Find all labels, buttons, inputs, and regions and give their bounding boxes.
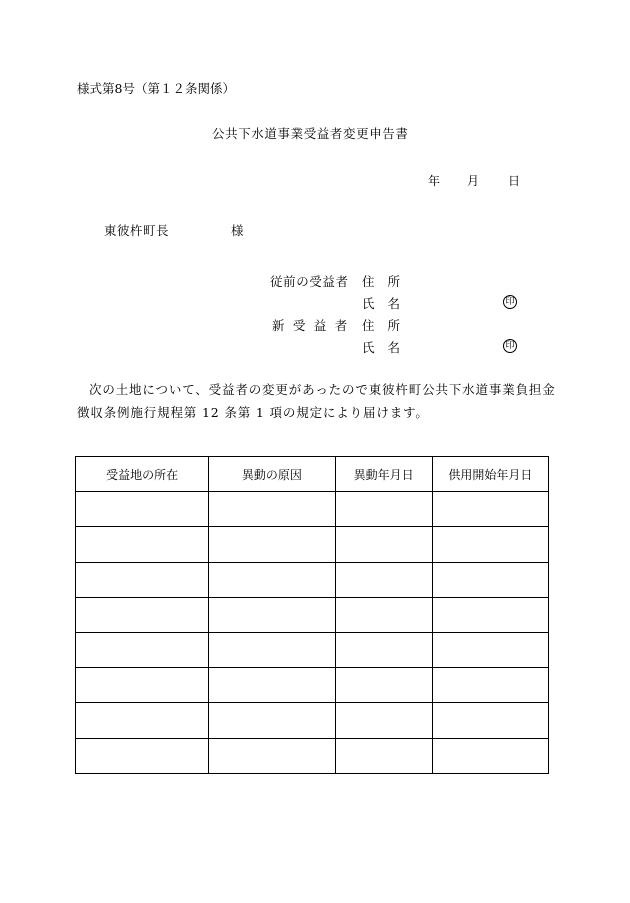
header-service-start-date: 供用開始年月日 (432, 457, 548, 492)
new-name-label: 氏名 (362, 340, 414, 355)
cell-land-location[interactable] (76, 703, 209, 738)
cell-change-cause[interactable] (209, 562, 335, 597)
cell-service-start-date[interactable] (432, 703, 548, 738)
cell-land-location[interactable] (76, 597, 209, 632)
cell-change-cause[interactable] (209, 738, 335, 773)
cell-change-cause[interactable] (209, 632, 335, 667)
document-title: 公共下水道事業受益者変更申告書 (212, 126, 409, 141)
table-row (76, 562, 549, 597)
cell-change-cause[interactable] (209, 668, 335, 703)
table-row (76, 632, 549, 667)
cell-land-location[interactable] (76, 632, 209, 667)
date-year-label: 年 (428, 174, 441, 188)
previous-beneficiary-label: 従前の受益者 (270, 274, 349, 289)
cell-service-start-date[interactable] (432, 668, 548, 703)
table-row (76, 703, 549, 738)
cell-change-cause[interactable] (209, 703, 335, 738)
date-day-label: 日 (508, 174, 521, 188)
table-row (76, 492, 549, 527)
cell-land-location[interactable] (76, 738, 209, 773)
cell-change-date[interactable] (335, 703, 432, 738)
cell-change-date[interactable] (335, 527, 432, 562)
new-seal-mark: 印 (503, 339, 517, 353)
cell-change-date[interactable] (335, 668, 432, 703)
cell-land-location[interactable] (76, 527, 209, 562)
change-report-table (75, 456, 549, 774)
table-body (76, 492, 549, 774)
cell-service-start-date[interactable] (432, 562, 548, 597)
header-land-location: 受益地の所在 (76, 457, 209, 492)
table-header-row (76, 457, 549, 492)
cell-change-cause[interactable] (209, 597, 335, 632)
table-row (76, 738, 549, 773)
previous-name-label: 氏名 (362, 296, 414, 311)
cell-change-date[interactable] (335, 738, 432, 773)
cell-service-start-date[interactable] (432, 632, 548, 667)
table-row (76, 527, 549, 562)
table-row (76, 597, 549, 632)
form-number: 様式第8号（第１２条関係） (77, 81, 235, 96)
new-beneficiary-label: 新受益者 (272, 318, 356, 333)
cell-change-date[interactable] (335, 562, 432, 597)
cell-service-start-date[interactable] (432, 492, 548, 527)
addressee-honorific: 様 (231, 223, 244, 238)
addressee-name: 東彼杵町長 (104, 223, 170, 238)
cell-service-start-date[interactable] (432, 527, 548, 562)
cell-change-date[interactable] (335, 632, 432, 667)
previous-seal-mark: 印 (503, 295, 517, 309)
cell-land-location[interactable] (76, 668, 209, 703)
declaration-line-2: 徴収条例施行規程第 12 条第 1 項の規定により届けます。 (77, 405, 429, 420)
declaration-line-1: 次の土地について、受益者の変更があったので東彼杵町公共下水道事業負担金 (89, 382, 556, 397)
cell-change-cause[interactable] (209, 527, 335, 562)
cell-service-start-date[interactable] (432, 597, 548, 632)
cell-change-date[interactable] (335, 597, 432, 632)
table-row (76, 668, 549, 703)
new-address-label: 住所 (362, 318, 414, 333)
date-month-label: 月 (467, 174, 480, 188)
header-change-cause: 異動の原因 (209, 457, 335, 492)
cell-land-location[interactable] (76, 562, 209, 597)
previous-address-label: 住所 (362, 274, 414, 289)
cell-service-start-date[interactable] (432, 738, 548, 773)
cell-change-date[interactable] (335, 492, 432, 527)
declaration-text (77, 378, 556, 424)
cell-change-cause[interactable] (209, 492, 335, 527)
header-change-date: 異動年月日 (335, 457, 432, 492)
cell-land-location[interactable] (76, 492, 209, 527)
